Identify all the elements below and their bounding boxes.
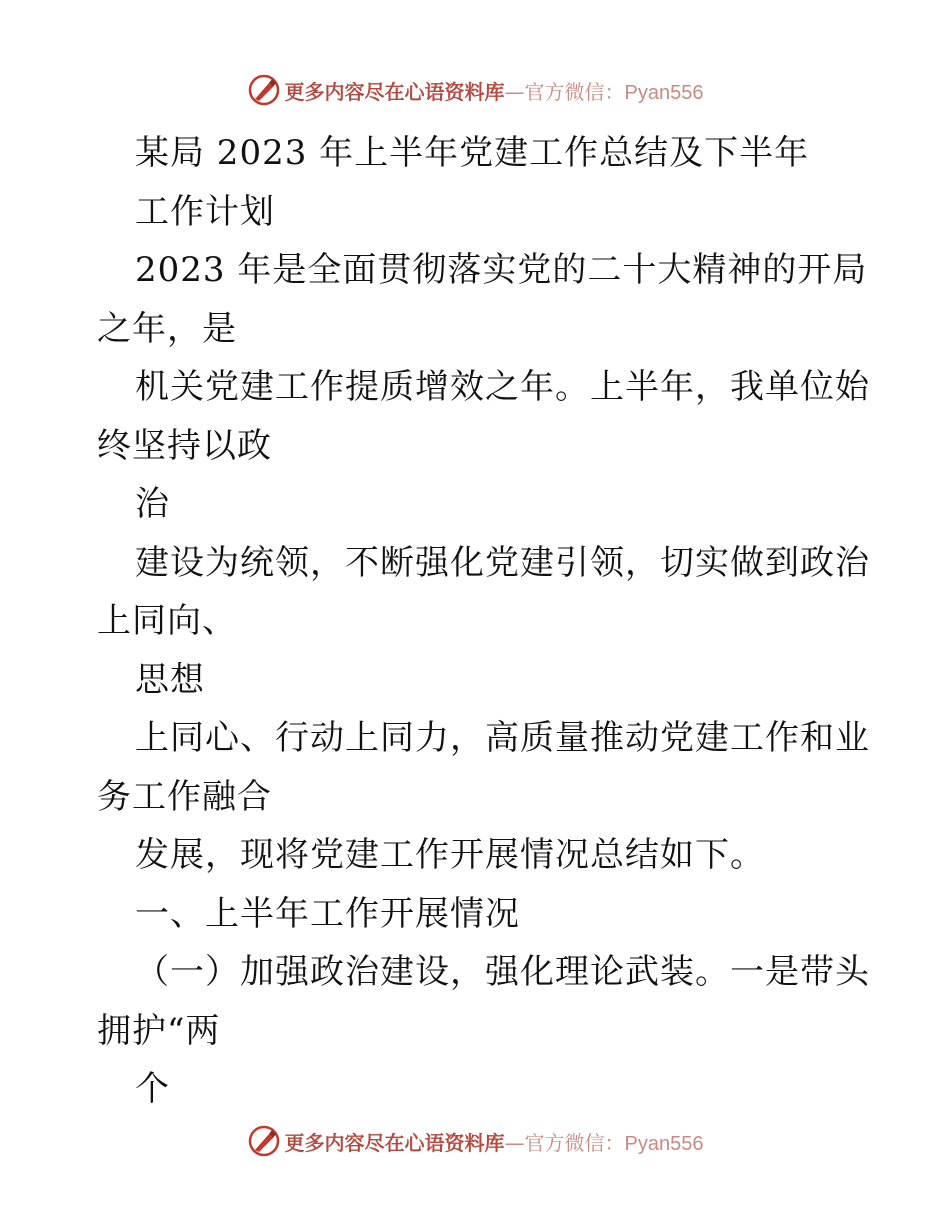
document-line: 2023 年是全面贯彻落实党的二十大精神的开局 [135, 250, 868, 290]
watermark-official: 官方微信： [524, 1130, 625, 1155]
document-line: 务工作融合 [97, 776, 272, 817]
document-line: 之年，是 [97, 308, 237, 349]
pen-logo-icon [247, 1124, 281, 1158]
pen-logo-icon [247, 73, 281, 107]
watermark-id: Pyan556 [624, 1132, 704, 1155]
document-line: 发展，现将党建工作开展情况总结如下。 [135, 835, 765, 875]
watermark-id: Pyan556 [624, 81, 704, 104]
watermark-dash: — [504, 79, 525, 104]
document-line: 拥护“两 [97, 1010, 221, 1051]
document-body [97, 124, 870, 1119]
document-line: 某局 2023 年上半年党建工作总结及下半年 [135, 133, 810, 173]
watermark-text [285, 76, 704, 105]
document-line: 思想 [135, 659, 205, 700]
watermark-dash: — [504, 1130, 525, 1155]
watermark-brand: 更多内容尽在心语资料库 [284, 79, 505, 104]
footer-watermark-banner [0, 1121, 950, 1161]
document-line: 上同心、行动上同力，高质量推动党建工作和业 [135, 718, 870, 758]
document-line: 建设为统领，不断强化党建引领，切实做到政治 [135, 542, 870, 583]
header-watermark-banner [0, 70, 950, 110]
document-line: 个 [135, 1069, 170, 1109]
document-line: 上同向、 [97, 601, 237, 641]
document-line: 一、上半年工作开展情况 [135, 893, 520, 934]
watermark-official: 官方微信： [524, 79, 625, 104]
watermark-text [285, 1127, 704, 1156]
document-line: 机关党建工作提质增效之年。上半年，我单位始 [135, 367, 870, 407]
watermark-brand: 更多内容尽在心语资料库 [284, 1130, 505, 1155]
document-line: （一）加强政治建设，强化理论武装。一是带头 [135, 952, 870, 992]
document-line: 治 [135, 484, 170, 524]
document-line: 工作计划 [135, 191, 275, 232]
document-line: 终坚持以政 [97, 425, 272, 466]
